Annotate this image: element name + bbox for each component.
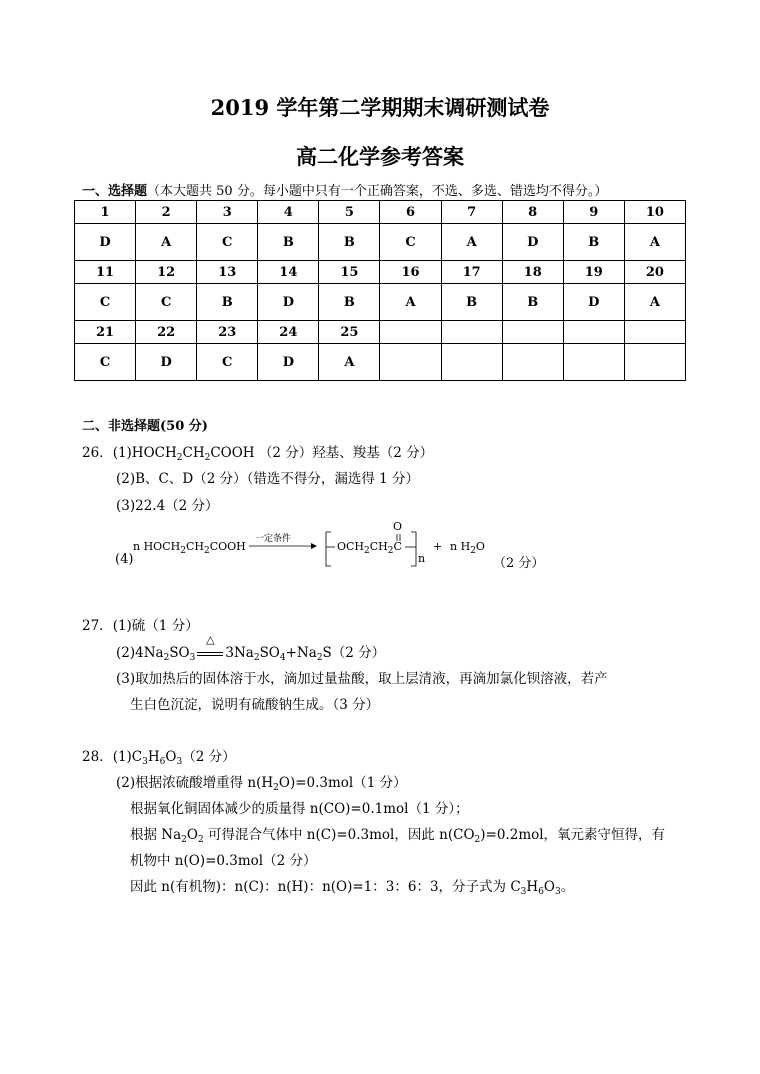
- heat-icon: △: [206, 633, 215, 646]
- q28-line5: 机物中 n(O)=0.3mol（2 分）: [130, 853, 317, 869]
- q27-p1: (1)硫（1 分）: [112, 618, 199, 634]
- subscript: 2: [470, 546, 476, 556]
- subscript: 2: [474, 835, 481, 845]
- subscript: 2: [197, 835, 204, 845]
- question-number-cell: 8: [502, 201, 563, 224]
- question-number-cell: 22: [136, 321, 197, 344]
- q27-line3: (3)取加热后的固体溶于水，滴加过量盐酸，取上层清液，再滴加氯化钡溶液，若产: [116, 671, 608, 687]
- eq-text: n HOCH: [133, 540, 181, 553]
- answer-cell: B: [197, 284, 258, 321]
- eq-text: C: [393, 540, 402, 553]
- subscript: 2: [163, 653, 170, 663]
- q28-line1: [82, 745, 236, 767]
- answer-cell: B: [502, 284, 563, 321]
- q28-p6-text: 。: [560, 879, 575, 895]
- q26-line3: (3)22.4（2 分）: [116, 498, 219, 514]
- eq-condition: 一定条件: [255, 534, 292, 544]
- answer-cell: [624, 344, 685, 381]
- question-number-cell: 17: [441, 261, 502, 284]
- q26-number: 26．: [82, 445, 113, 461]
- subscript: 2: [176, 453, 183, 463]
- section1-heading: 一、选择题: [82, 184, 148, 199]
- answer-cell: B: [319, 284, 380, 321]
- answer-row: [75, 284, 686, 321]
- question-number-cell: 21: [75, 321, 136, 344]
- answer-cell: [563, 344, 624, 381]
- q28-p1-text: (1)C: [112, 749, 143, 765]
- section2-heading: 二、非选择题(50 分): [82, 419, 208, 434]
- q27-number: 27．: [82, 618, 113, 634]
- page-subtitle: 高二化学参考答案: [296, 144, 464, 169]
- eq-score: （2 分）: [493, 556, 545, 571]
- answer-cell: C: [136, 284, 197, 321]
- q28-p4-text: 根据 Na: [130, 827, 182, 843]
- answer-cell: [502, 344, 563, 381]
- double-line-icon: [197, 652, 223, 656]
- eq-text: n H: [450, 540, 471, 553]
- eq-text: O: [475, 540, 485, 553]
- q28-p1-text: （2 分）: [182, 749, 236, 765]
- question-number-cell: 11: [75, 261, 136, 284]
- question-number-row: [75, 261, 686, 284]
- answer-cell: D: [258, 344, 319, 381]
- q28-line4: [130, 823, 665, 845]
- answer-cell: A: [319, 344, 380, 381]
- answer-cell: A: [624, 224, 685, 261]
- q26-line1: [82, 441, 433, 463]
- answer-cell: B: [441, 284, 502, 321]
- q28-p2-text: O)=0.3mol（1 分）: [278, 775, 407, 791]
- question-number-cell: 7: [441, 201, 502, 224]
- question-number-cell: 19: [563, 261, 624, 284]
- eq-reactant: [133, 540, 246, 556]
- subscript: 2: [253, 653, 260, 663]
- answer-row: [75, 344, 686, 381]
- subscript: 2: [203, 546, 210, 556]
- answer-cell: B: [563, 224, 624, 261]
- question-number-cell: 16: [380, 261, 441, 284]
- q28-p4-text: )=0.2mol，氧元素守恒得，有: [480, 827, 666, 843]
- eq-text: COOH: [209, 540, 246, 553]
- eq-text: CH: [185, 540, 204, 553]
- q27-p2-text: +Na: [285, 645, 317, 661]
- q28-p1-text: H: [147, 749, 160, 765]
- question-number-cell: 1: [75, 201, 136, 224]
- q28-line3: 根据氧化铜固体减少的质量得 n(CO)=0.1mol（1 分）；: [130, 801, 469, 817]
- subscript: 4: [279, 653, 286, 663]
- answer-cell: C: [75, 344, 136, 381]
- answer-cell: B: [258, 224, 319, 261]
- subscript: 6: [538, 887, 544, 897]
- question-number-cell: 23: [197, 321, 258, 344]
- question-number-cell: 24: [258, 321, 319, 344]
- subscript: 3: [142, 757, 148, 767]
- answer-cell: A: [441, 224, 502, 261]
- eq-carbonyl-o: O: [393, 520, 403, 533]
- subscript: 3: [555, 887, 561, 897]
- question-number-row: [75, 201, 686, 224]
- answer-cell: C: [75, 284, 136, 321]
- q27-line1: [82, 614, 199, 634]
- answer-cell: [380, 344, 441, 381]
- section1-header: [82, 180, 607, 199]
- question-number-cell: [441, 321, 502, 344]
- question-number-cell: 13: [197, 261, 258, 284]
- question-number-cell: 2: [136, 201, 197, 224]
- subscript: 2: [204, 453, 211, 463]
- question-number-cell: 6: [380, 201, 441, 224]
- eq-water: [450, 540, 485, 556]
- question-number-cell: 18: [502, 261, 563, 284]
- polymerization-equation: [115, 520, 675, 575]
- question-number-cell: [380, 321, 441, 344]
- subscript: 3: [189, 653, 196, 663]
- answer-cell: A: [380, 284, 441, 321]
- q26-p4-label: (4): [115, 552, 134, 567]
- q28-p4-text: O: [186, 827, 198, 843]
- question-number-cell: 20: [624, 261, 685, 284]
- q26-p1-text: COOH （2 分）羟基、羧基（2 分）: [210, 445, 434, 461]
- answer-cell: D: [136, 344, 197, 381]
- subscript: 3: [176, 757, 183, 767]
- question-number-cell: 3: [197, 201, 258, 224]
- answer-cell: D: [563, 284, 624, 321]
- q27-p2-text: SO: [259, 645, 280, 661]
- q26-p1-text: CH: [182, 445, 205, 461]
- answer-table: [74, 200, 686, 381]
- q27-line2: [116, 633, 386, 663]
- question-number-cell: 15: [319, 261, 380, 284]
- question-number-cell: [624, 321, 685, 344]
- question-number-cell: 4: [258, 201, 319, 224]
- eq-text: CH: [369, 540, 388, 553]
- q28-p1-text: O: [165, 749, 177, 765]
- page-title: 2019 学年第二学期期末调研测试卷: [210, 95, 550, 120]
- q28-line2: [116, 771, 407, 793]
- answer-cell: B: [319, 224, 380, 261]
- subscript: 2: [316, 653, 323, 663]
- question-number-cell: 25: [319, 321, 380, 344]
- eq-polymer-n: n: [418, 552, 426, 565]
- q27-p2-text: SO: [169, 645, 190, 661]
- question-number-cell: 10: [624, 201, 685, 224]
- answer-cell: D: [258, 284, 319, 321]
- q27-p2-text: S（2 分）: [322, 645, 386, 661]
- section1-note: （本大题共 50 分。每小题中只有一个正确答案，不选、多选、错选均不得分。）: [147, 184, 608, 199]
- q28-p6-text: H: [526, 879, 539, 895]
- q28-p4-text: 可得混合气体中 n(C)=0.3mol，因此 n(CO: [203, 827, 475, 843]
- q26-line2: (2)B、C、D（2 分）（错选不得分，漏选得 1 分）: [116, 471, 419, 487]
- question-number-cell: 14: [258, 261, 319, 284]
- heat-equals: [195, 633, 225, 661]
- eq-polymer: [337, 540, 402, 556]
- q27-p2-text: 3Na: [225, 645, 254, 661]
- eq-text: OCH: [337, 540, 365, 553]
- subscript: 2: [364, 546, 370, 556]
- question-number-row: [75, 321, 686, 344]
- reaction-arrow-icon: [247, 540, 317, 552]
- answer-cell: C: [197, 224, 258, 261]
- subscript: 2: [387, 546, 394, 556]
- subscript: 6: [159, 757, 166, 767]
- question-number-cell: [502, 321, 563, 344]
- answer-row: [75, 224, 686, 261]
- answer-cell: A: [624, 284, 685, 321]
- eq-plus: +: [433, 540, 443, 553]
- q27-p2-text: (2)4Na: [116, 645, 164, 661]
- answer-cell: C: [197, 344, 258, 381]
- q26-p1-text: (1)HOCH: [112, 445, 177, 461]
- q28-p2-text: (2)根据浓硫酸增重得 n(H: [116, 775, 274, 791]
- subscript: 2: [273, 783, 279, 793]
- subscript: 2: [181, 835, 187, 845]
- q28-p6-text: O: [543, 879, 555, 895]
- q28-line6: [130, 875, 574, 897]
- answer-cell: [441, 344, 502, 381]
- q28-number: 28．: [82, 749, 113, 765]
- question-number-cell: 5: [319, 201, 380, 224]
- subscript: 2: [180, 546, 186, 556]
- q27-line4: 生白色沉淀，说明有硫酸钠生成。（3 分）: [130, 697, 380, 713]
- question-number-cell: [563, 321, 624, 344]
- subscript: 3: [520, 887, 527, 897]
- answer-cell: C: [380, 224, 441, 261]
- answer-cell: D: [75, 224, 136, 261]
- answer-cell: D: [502, 224, 563, 261]
- question-number-cell: 12: [136, 261, 197, 284]
- question-number-cell: 9: [563, 201, 624, 224]
- q28-p6-text: 因此 n(有机物)：n(C)：n(H)：n(O)=1：3：6：3，分子式为 C: [130, 879, 521, 895]
- answer-cell: A: [136, 224, 197, 261]
